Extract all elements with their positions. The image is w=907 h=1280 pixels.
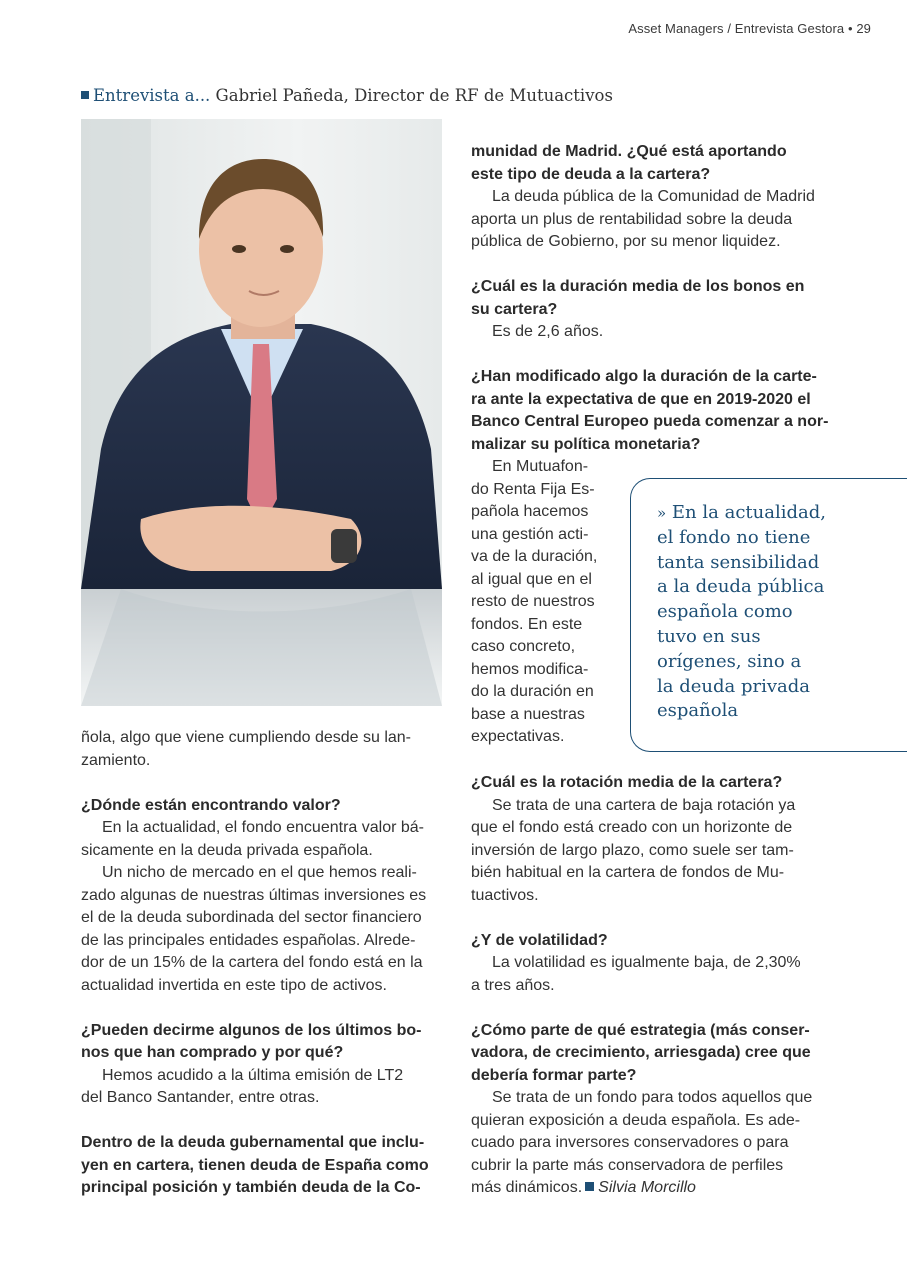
answer-line: En la actualidad, el fondo encuentra valor bá- — [102, 819, 424, 836]
kicker-name: Gabriel Pañeda, Director de RF de Mutuactivos — [210, 86, 613, 105]
right-column-narrow — [471, 456, 609, 749]
answer-line: bién habitual en la cartera de fondos de Mu- — [471, 864, 785, 881]
question-line: Banco Central Europeo pueda comenzar a nor- — [471, 413, 829, 430]
question-line: este tipo de deuda a la cartera? — [471, 165, 711, 183]
answer-line: del Banco Santander, entre otras. — [81, 1089, 320, 1106]
question-line: ¿Han modificado algo la duración de la carte- — [471, 368, 817, 385]
answer-line: una gestión acti- — [471, 525, 589, 543]
answer-line: Se trata de una cartera de baja rotación ya — [492, 796, 796, 814]
pullquote-text — [657, 501, 857, 724]
right-column-bottom — [471, 772, 839, 1200]
answer-line: Se trata de un fondo para todos aquellos que — [492, 1089, 813, 1106]
answer-line: el de la deuda subordinada del sector financiero — [81, 909, 422, 926]
question-line: ¿Cuál es la rotación media de la cartera? — [471, 774, 783, 791]
pullquote-box — [630, 478, 907, 752]
answer-line: En Mutuafon- — [492, 458, 589, 475]
answer-line: zado algunas de nuestras últimas inversiones es — [81, 886, 427, 904]
question-line: su cartera? — [471, 300, 558, 318]
portrait-illustration — [81, 119, 442, 706]
end-square-icon — [585, 1182, 594, 1191]
answer-last-line — [471, 1177, 839, 1200]
question-line: ¿Dónde están encontrando valor? — [81, 796, 341, 814]
left-column — [81, 727, 449, 1200]
answer-line: pañola hacemos — [471, 503, 589, 520]
answer-line: va de la duración, — [471, 548, 598, 565]
pullquote-line: tuvo en sus — [657, 625, 761, 647]
answer-line: tuactivos. — [471, 886, 539, 904]
answer-line: quieran exposición a deuda española. Es ade- — [471, 1111, 801, 1129]
answer-line: La volatilidad es igualmente baja, de 2,30% — [492, 954, 801, 971]
answer-line: dor de un 15% de la cartera del fondo está en la — [81, 954, 423, 971]
question-line: debería formar parte? — [471, 1066, 637, 1084]
answer-line: que el fondo está creado con un horizonte de — [471, 819, 793, 836]
answer-line: inversión de largo plazo, como suele ser tam- — [471, 841, 794, 859]
answer-line: resto de nuestros — [471, 593, 595, 610]
chevron-right-icon: » — [657, 504, 667, 522]
answer-line: sicamente en la deuda privada española. — [81, 841, 373, 859]
answer-line: cubrir la parte más conservadora de perfiles — [471, 1156, 784, 1174]
pullquote-line: española — [657, 700, 739, 722]
question-line: Dentro de la deuda gubernamental que inclu- — [81, 1134, 425, 1151]
answer-line: do Renta Fija Es- — [471, 480, 595, 498]
answer-line: Un nicho de mercado en el que hemos reali- — [102, 864, 417, 881]
question-line: ¿Pueden decirme algunos de los últimos bo- — [81, 1021, 422, 1039]
answer-line: Es de 2,6 años. — [492, 323, 604, 340]
pullquote-line: a la deuda pública — [657, 576, 825, 598]
question-line: ¿Cómo parte de qué estrategia (más conser- — [471, 1021, 810, 1039]
answer-line: de las principales entidades españolas. Alrede- — [81, 931, 416, 949]
answer-line: Hemos acudido a la última emisión de LT2 — [102, 1066, 404, 1084]
answer-line: pública de Gobierno, por su menor liquidez. — [471, 233, 781, 250]
question-line: ra ante la expectativa de que en 2019-2020 el — [471, 390, 811, 408]
question-line: malizar su política monetaria? — [471, 435, 701, 453]
pullquote-line: En la actualidad, — [671, 502, 826, 523]
answer-line: actualidad invertida en este tipo de activos. — [81, 976, 387, 994]
pullquote-line: española como — [657, 601, 793, 623]
answer-line: base a nuestras — [471, 705, 585, 723]
answer-line: al igual que en el — [471, 570, 592, 588]
pullquote-line: orígenes, sino a — [657, 650, 802, 672]
interview-kicker — [81, 86, 613, 105]
answer-line: más dinámicos. — [471, 1179, 583, 1196]
question-line: principal posición y también deuda de la Co- — [81, 1179, 421, 1196]
question-line: ¿Cuál es la duración media de los bonos en — [471, 278, 805, 295]
body-line: ñola, algo que viene cumpliendo desde su lan- — [81, 729, 412, 746]
answer-line: a tres años. — [471, 976, 555, 994]
question-line: yen en cartera, tienen deuda de España como — [81, 1156, 429, 1174]
right-column-top — [471, 141, 839, 456]
pullquote-line: el fondo no tiene — [657, 526, 811, 548]
square-bullet-icon — [81, 91, 89, 99]
kicker-lead: Entrevista a... — [93, 86, 211, 105]
question-line: ¿Y de volatilidad? — [471, 931, 608, 949]
author-signature: Silvia Morcillo — [598, 1179, 696, 1196]
answer-line: caso concreto, — [471, 638, 576, 655]
pullquote-line: tanta sensibilidad — [657, 551, 820, 573]
answer-line: cuado para inversores conservadores o para — [471, 1134, 789, 1151]
question-line: vadora, de crecimiento, arriesgada) cree que — [471, 1044, 811, 1061]
answer-line: do la duración en — [471, 683, 594, 700]
answer-line: hemos modifica- — [471, 660, 589, 678]
answer-line: La deuda pública de la Comunidad de Madrid — [492, 188, 815, 205]
answer-line: aporta un plus de rentabilidad sobre la deuda — [471, 210, 793, 228]
answer-line: fondos. En este — [471, 615, 583, 633]
running-head: Asset Managers / Entrevista Gestora • 29 — [628, 21, 871, 36]
question-line: nos que han comprado y por qué? — [81, 1044, 344, 1061]
body-line: zamiento. — [81, 751, 151, 769]
pullquote-line: la deuda privada — [657, 675, 810, 697]
portrait-photo — [81, 119, 442, 706]
answer-line: expectativas. — [471, 728, 565, 745]
question-line: munidad de Madrid. ¿Qué está aportando — [471, 143, 787, 160]
